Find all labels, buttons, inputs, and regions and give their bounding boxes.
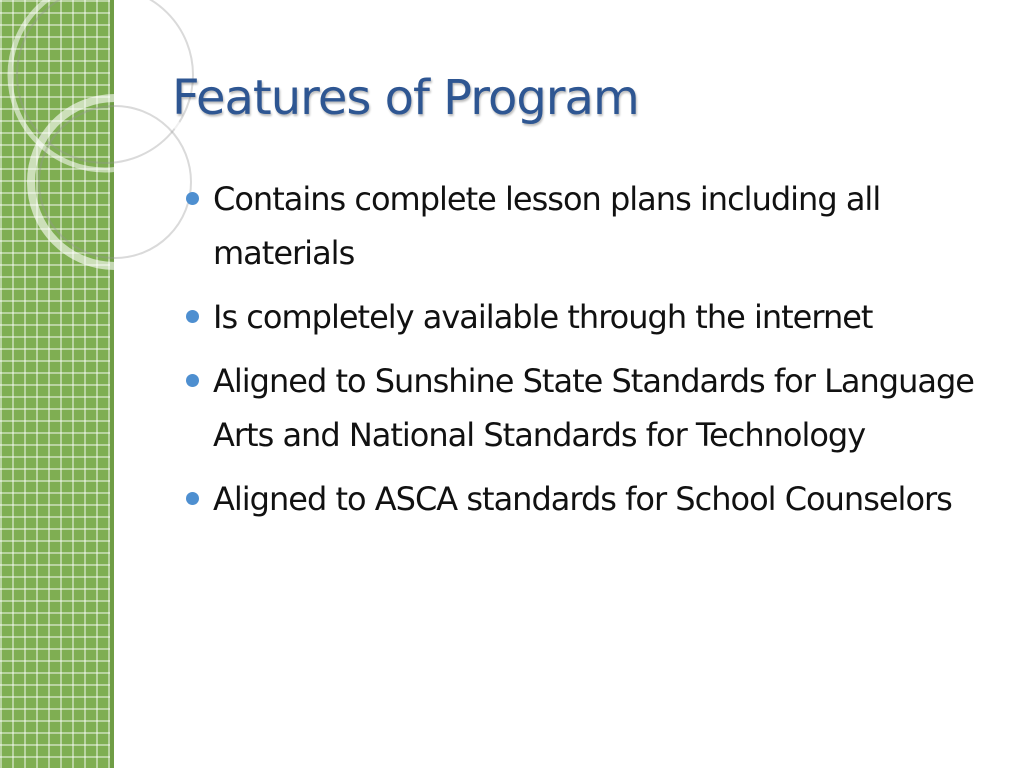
bullet-dot-icon — [186, 374, 199, 387]
bullet-text: Aligned to ASCA standards for School Counselors — [213, 480, 952, 518]
decorative-circles-icon — [0, 0, 200, 300]
bullet-list — [186, 172, 996, 536]
bullet-dot-icon — [186, 310, 199, 323]
bullet-item — [186, 290, 996, 344]
slide-title: Features of Program — [172, 70, 639, 126]
bullet-item — [186, 472, 996, 526]
bullet-text: Is completely available through the internet — [213, 298, 873, 336]
bullet-text: Aligned to Sunshine State Standards for Language Arts and National Standards for Technology — [213, 362, 974, 454]
bullet-dot-icon — [186, 192, 199, 205]
bullet-text: Contains complete lesson plans including all materials — [213, 180, 881, 272]
bullet-item — [186, 172, 996, 280]
bullet-dot-icon — [186, 492, 199, 505]
bullet-item — [186, 354, 996, 462]
